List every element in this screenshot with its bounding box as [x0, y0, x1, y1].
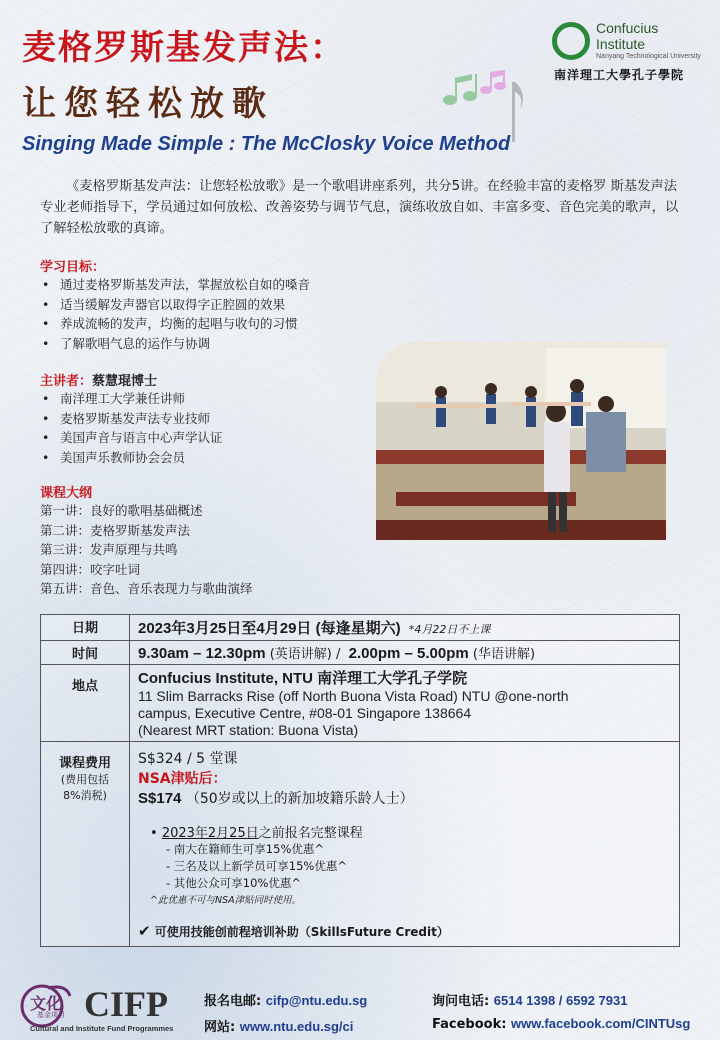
skillsfuture-line: [138, 922, 671, 940]
list-item: - 南大在籍师生可享15%优惠^: [166, 842, 325, 856]
list-item: • 通过麦格罗斯基发声法，掌握放松自如的嗓音: [42, 275, 310, 295]
page-subtitle: Singing Made Simple : The McClosky Voice Method: [22, 133, 511, 155]
list-item: • 麦格罗斯基发声法专业技师: [42, 409, 223, 429]
time-english: 9.30am – 12.30pm: [138, 645, 266, 662]
list-item: • 养成流畅的发声，均衡的起唱与收句的习惯: [42, 314, 310, 334]
date-note: *4月22日不上课: [408, 623, 491, 636]
skillsfuture-text: 可使用技能创前程培训补助（SkillsFuture Credit）: [154, 925, 449, 939]
fee-cell: [130, 742, 680, 947]
early-bird-note: ^此优惠不可与NSA津贴同时使用。: [150, 895, 302, 906]
course-info-table: [40, 614, 680, 947]
objectives-heading: 学习目标：: [40, 260, 106, 275]
logo-name-line2: Institute: [596, 36, 646, 52]
time-english-lang: (英语讲解) /: [269, 647, 341, 662]
nsa-value: S$174: [138, 790, 182, 807]
date-cell: [130, 615, 680, 641]
table-row: [41, 641, 680, 665]
date-value: 2023年3月25日至4月29日 (每逢星期六): [138, 620, 401, 637]
fee-label: 课程费用: [58, 756, 111, 771]
table-row: [41, 742, 680, 947]
list-item: • 了解歌唱气息的运作与协调: [42, 334, 310, 354]
list-item: 第一讲：良好的歌唱基础概述: [40, 503, 203, 518]
facebook-link[interactable]: www.facebook.com/CINTUsg: [510, 1016, 691, 1031]
badge-text: 文化: [30, 994, 63, 1013]
badge-subtext: 基金项目: [37, 1011, 65, 1019]
list-item: 第二讲：麦格罗斯基发声法: [40, 522, 191, 538]
syllabus-heading: 课程大纲: [40, 486, 93, 501]
venue-name: Confucius Institute, NTU 南洋理工大学孔子学院: [138, 670, 468, 687]
speaker-credentials-list: [42, 389, 223, 467]
logo-name-line1: Confucius: [596, 20, 659, 36]
list-item: - 三名及以上新学员可享15%优惠^: [166, 859, 347, 873]
confucius-institute-logo: [552, 18, 712, 82]
music-notes-icon: [440, 70, 530, 150]
logo-chinese-name: 南洋理工大學孔子學院: [554, 68, 685, 82]
early-bird-title-rest: 之前报名完整课程: [258, 826, 363, 841]
class-photo: [376, 342, 666, 540]
page-title-line2: 让您轻松放歌: [22, 84, 274, 124]
date-label: 日期: [41, 615, 130, 641]
facebook-line: [432, 1016, 690, 1032]
website-label: 网站:: [204, 1020, 236, 1035]
fee-note-1: (费用包括: [60, 773, 110, 786]
speaker-label: 主讲者：: [40, 374, 93, 389]
time-cell: [130, 641, 680, 665]
venue-mrt: (Nearest MRT station: Buona Vista): [138, 722, 359, 738]
website-line: [204, 1016, 353, 1035]
venue-cell: [130, 665, 680, 742]
early-bird-date: 2023年2月25日: [161, 826, 259, 841]
venue-address-line2: campus, Executive Centre, #08-01 Singapore 138664: [138, 705, 472, 721]
table-row: [41, 615, 680, 641]
speaker-heading: [40, 370, 157, 389]
ci-emblem-icon: [552, 22, 590, 60]
time-label: 时间: [41, 641, 130, 665]
fee-label-cell: [41, 742, 130, 947]
list-item: - 其他公众可享10%优惠^: [166, 876, 302, 890]
venue-label: 地点: [41, 665, 130, 742]
list-item: 第四讲：咬字吐词: [40, 561, 141, 577]
table-row: [41, 665, 680, 742]
list-item: • 南洋理工大学兼任讲师: [42, 389, 223, 409]
list-item: 第三讲：发声原理与共鸣: [40, 542, 178, 557]
time-chinese: 2.00pm – 5.00pm: [348, 645, 469, 662]
list-item: • 美国声乐教师协会会员: [42, 448, 223, 468]
syllabus-list: [40, 501, 253, 599]
checkmark-icon: ✔: [138, 922, 151, 940]
facebook-label: Facebook:: [432, 1017, 507, 1032]
phone-line: [432, 990, 627, 1009]
cifp-subtitle: Cultural and Institute Fund Programmes: [30, 1024, 174, 1033]
cifp-logo-text: CIFP: [84, 984, 168, 1024]
early-bird-list: [166, 841, 671, 892]
nsa-description: （50岁或以上的新加坡籍乐龄人士）: [185, 791, 414, 807]
list-item: • 美国声音与语言中心声学认证: [42, 428, 223, 448]
list-item: 第五讲：音色、音乐表现力与歌曲演绎: [40, 581, 253, 596]
phone-label: 询问电话:: [432, 994, 490, 1009]
objectives-list: [42, 275, 310, 353]
nsa-label: NSA津贴后：: [138, 771, 227, 787]
logo-university: Nanyang Technological University: [596, 53, 701, 60]
speaker-name: 蔡慧琨博士: [92, 374, 158, 389]
intro-paragraph: 《麦格罗斯基发声法：让您轻松放歌》是一个歌唱讲座系列，共分5讲。在经验丰富的麦格罗 斯基发声法专业老师指导下，学员通过如何放松、改善姿势与调节气息，演练收放自如、丰富多变、音色完美的歌声，以了解轻松放歌的真谛。: [40, 179, 679, 236]
email-line: [204, 990, 367, 1009]
venue-address-line1: 11 Slim Barracks Rise (off North Buona Vista Road) NTU @one-north: [138, 688, 569, 704]
list-item: • 适当缓解发声器官以取得字正腔圆的效果: [42, 295, 310, 315]
fee-note-2: 8%消税): [63, 789, 107, 802]
email-link[interactable]: cifp@ntu.edu.sg: [265, 993, 368, 1008]
page-title-line1: 麦格罗斯基发声法：: [22, 28, 346, 68]
website-link[interactable]: www.ntu.edu.sg/ci: [239, 1019, 354, 1034]
phone-numbers: 6514 1398 / 6592 7931: [493, 993, 628, 1008]
fee-value: S$324 / 5 堂课: [138, 751, 238, 767]
early-bird-title: • 2023年2月25日之前报名完整课程: [150, 826, 363, 841]
time-chinese-lang: (华语讲解): [472, 647, 536, 662]
email-label: 报名电邮:: [204, 994, 262, 1009]
